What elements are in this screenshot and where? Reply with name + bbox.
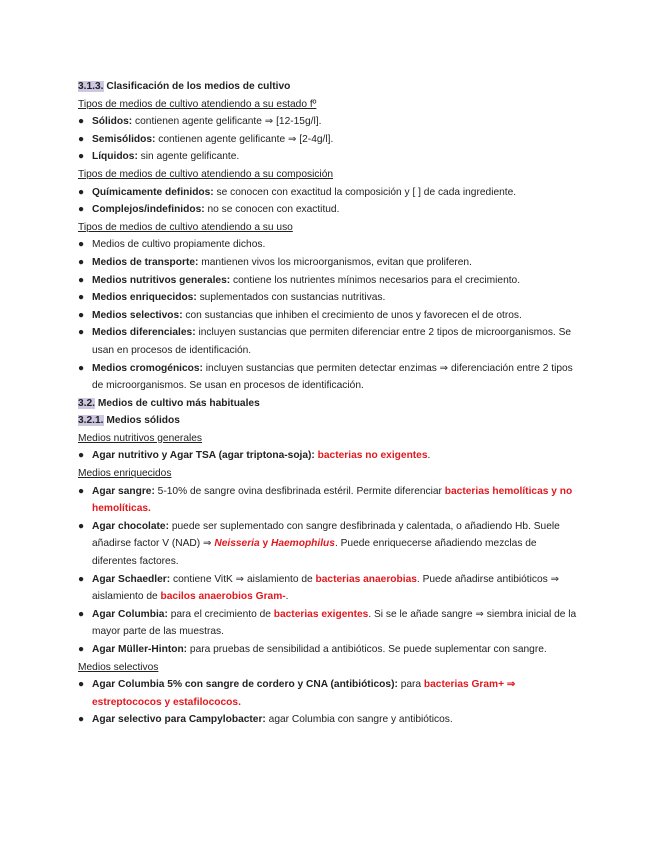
subheading-composicion: Tipos de medios de cultivo atendiendo a su composición: [78, 168, 334, 180]
subheading-uso: Tipos de medios de cultivo atendiendo a su uso: [78, 221, 293, 233]
section-heading-3-1-3: [78, 78, 583, 96]
list-item: ● Agar chocolate: puede ser suplementado con sangre desfibrinada y calentada, o añadiendo Hb. Suele añadirse factor V (NAD) ⇒ Neisseria y Haemophilus. Puede enriquecerse añadiendo mezclas de diferentes factores.: [78, 518, 583, 571]
list-item: ● Medios selectivos: con sustancias que inhiben el crecimiento de unos y favorecen el de otros.: [78, 307, 583, 325]
list-item: ● Agar Columbia 5% con sangre de cordero y CNA (antibióticos): para bacterias Gram+ ⇒ estreptococos y estafilococos.: [78, 676, 583, 711]
section-heading-3-2: [78, 395, 583, 413]
document-page: [78, 78, 583, 729]
bullet-icon: ●: [78, 608, 85, 620]
bullet-icon: ●: [78, 292, 85, 304]
list-item: ● Semisólidos: contienen agente gelificante ⇒ [2-4g/l].: [78, 131, 583, 149]
bullet-icon: ●: [78, 274, 85, 286]
list-item: ● Agar nutritivo y Agar TSA (agar triptona-soja): bacterias no exigentes.: [78, 447, 583, 465]
section-title: Medios sólidos: [103, 415, 180, 427]
list-item: ● Líquidos: sin agente gelificante.: [78, 148, 583, 166]
list-item: ● Químicamente definidos: se conocen con exactitud la composición y [ ] de cada ingrediente.: [78, 184, 583, 202]
bullet-icon: ●: [78, 362, 85, 374]
list-item: ● Agar sangre: 5-10% de sangre ovina desfibrinada estéril. Permite diferenciar bacterias hemolíticas y no hemolíticas.: [78, 483, 583, 518]
bullet-icon: ●: [78, 151, 85, 163]
bullet-icon: ●: [78, 714, 85, 726]
bullet-icon: ●: [78, 573, 85, 585]
list-item: ● Sólidos: contienen agente gelificante ⇒ [12-15g/l].: [78, 113, 583, 131]
bullet-icon: ●: [78, 186, 85, 198]
bullet-icon: ●: [78, 309, 85, 321]
subheading-generales: Medios nutritivos generales: [78, 432, 203, 444]
section-heading-3-2-1: [78, 412, 583, 430]
list-item: ● Agar Schaedler: contiene VitK ⇒ aislamiento de bacterias anaerobias. Puede añadirse antibióticos ⇒ aislamiento de bacilos anaerobios Gram-.: [78, 571, 583, 606]
section-title: Medios de cultivo más habituales: [95, 397, 260, 409]
bullet-icon: ●: [78, 133, 85, 145]
bullet-icon: ●: [78, 485, 85, 497]
section-number: 3.1.3.: [78, 81, 104, 92]
list-item: ● Medios de transporte: mantienen vivos los microorganismos, evitan que proliferen.: [78, 254, 583, 272]
bullet-icon: ●: [78, 450, 85, 462]
section-number: 3.2.1.: [78, 415, 104, 427]
bullet-icon: ●: [78, 520, 85, 532]
list-item: ● Medios diferenciales: incluyen sustancias que permiten diferenciar entre 2 tipos de microorganismos. Se usan en procesos de identificación.: [78, 324, 583, 359]
bullet-icon: ●: [78, 644, 85, 655]
list-item: ● Agar Columbia: para el crecimiento de bacterias exigentes. Si se le añade sangre ⇒ siembra inicial de la mayor parte de las muestras.: [78, 606, 583, 641]
subheading-enriquecidos: Medios enriquecidos: [78, 468, 172, 480]
bullet-icon: ●: [78, 239, 85, 251]
bullet-icon: ●: [78, 116, 85, 128]
bullet-icon: ●: [78, 204, 85, 216]
bullet-icon: ●: [78, 679, 85, 691]
subheading-estado: Tipos de medios de cultivo atendiendo a su estado fº: [78, 98, 317, 110]
list-item: ● Medios enriquecidos: suplementados con sustancias nutritivas.: [78, 289, 583, 307]
list-item: ● Medios nutritivos generales: contiene los nutrientes mínimos necesarios para el crecimiento.: [78, 272, 583, 290]
list-item: ● Medios cromogénicos: incluyen sustancias que permiten detectar enzimas ⇒ diferenciación entre 2 tipos de microorganismos. Se usan en procesos de identificación.: [78, 360, 583, 395]
list-item: ● Medios de cultivo propiamente dichos.: [78, 236, 583, 254]
list-item: ● Complejos/indefinidos: no se conocen con exactitud.: [78, 201, 583, 219]
subheading-selectivos: Medios selectivos: [78, 661, 159, 673]
bullet-icon: ●: [78, 327, 85, 339]
list-item: ● Agar Müller-Hinton: para pruebas de sensibilidad a antibióticos. Se puede suplementar con sangre.: [78, 641, 583, 659]
bullet-icon: ●: [78, 256, 85, 268]
section-number: 3.2.: [78, 397, 95, 409]
list-item: ● Agar selectivo para Campylobacter: agar Columbia con sangre y antibióticos.: [78, 711, 583, 729]
section-title: Clasificación de los medios de cultivo: [106, 81, 291, 92]
